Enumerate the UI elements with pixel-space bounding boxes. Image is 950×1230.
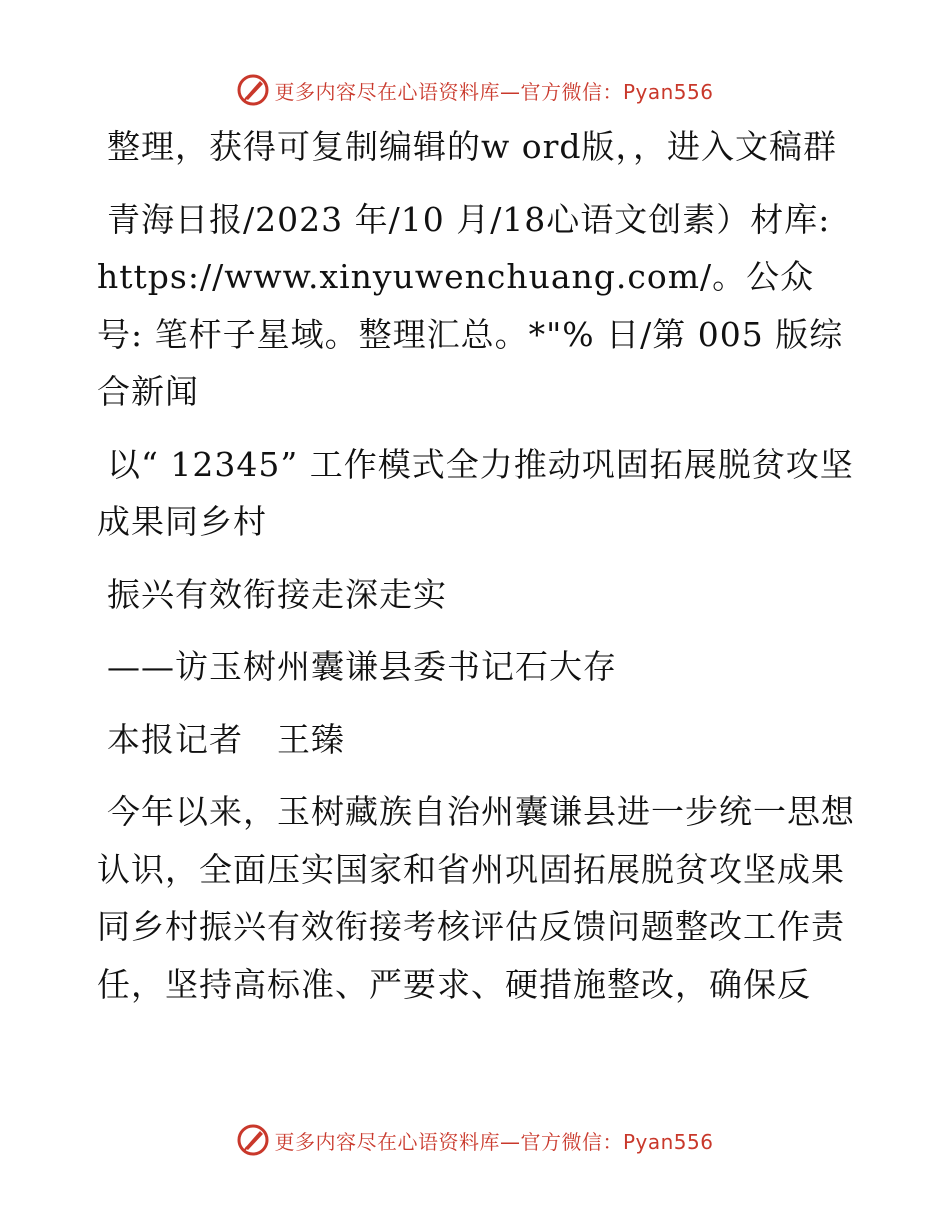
header-watermark: [0, 70, 950, 110]
paragraph: 青海日报/2023 年/10 月/18心语文创素）材库: https://www.xinyuwenchuang.com/。公众号: 笔杆子星域。整理汇总。*"% 日/第 005 版综合新闻: [97, 199, 844, 411]
article-headline: 以“ 12345” 工作模式全力推动巩固拓展脱贫攻坚成果同乡村: [97, 444, 854, 541]
quill-pen-logo-icon: [236, 1123, 270, 1157]
quill-pen-logo-icon: [236, 73, 270, 107]
article-subtitle: ——访玉树州囊谦县委书记石大存: [107, 647, 617, 686]
watermark-text: 更多内容尽在心语资料库—官方微信：Pyan556: [274, 79, 714, 104]
paragraph: 整理，获得可复制编辑的w ord版，，进入文稿群: [107, 127, 838, 166]
footer-watermark: [0, 1120, 950, 1160]
article-headline-continued: 振兴有效衔接走深走实: [107, 574, 447, 614]
byline: 本报记者 王臻: [107, 719, 345, 759]
watermark-text: 更多内容尽在心语资料库—官方微信：Pyan556: [274, 1129, 714, 1154]
paragraph: 今年以来，玉树藏族自治州囊谦县进一步统一思想认识，全面压实国家和省州巩固拓展脱贫攻坚成果同乡村振兴有效衔接考核评估反馈问题整改工作责任，坚持高标准、严要求、硬措施整改，确保反: [97, 792, 855, 1004]
document-body: [97, 118, 857, 1028]
